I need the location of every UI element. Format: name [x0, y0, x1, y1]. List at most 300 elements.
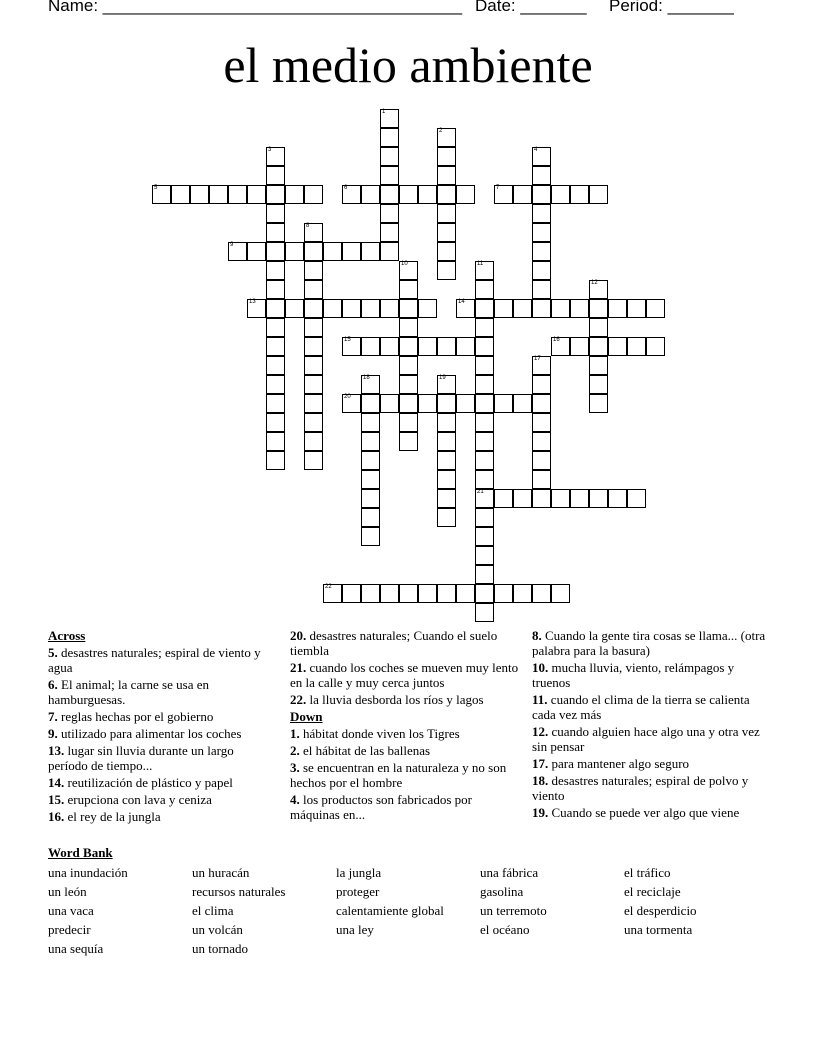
- clue-text: lugar sin lluvia durante un largo período de tiempo...: [48, 743, 234, 773]
- grid-cell[interactable]: [475, 527, 494, 546]
- word-bank-entry: un león: [48, 884, 87, 899]
- grid-cell[interactable]: [589, 489, 608, 508]
- grid-cell[interactable]: [209, 185, 228, 204]
- grid-cell[interactable]: [589, 318, 608, 337]
- clue-number: 16: [553, 337, 560, 343]
- grid-cell[interactable]: [418, 584, 437, 603]
- grid-cell[interactable]: [475, 489, 494, 508]
- grid-cell[interactable]: [456, 584, 475, 603]
- grid-cell[interactable]: [437, 261, 456, 280]
- grid-cell[interactable]: [627, 299, 646, 318]
- down-clue: [532, 756, 768, 771]
- grid-cell[interactable]: [228, 185, 247, 204]
- grid-cell[interactable]: [304, 356, 323, 375]
- across-clue: [48, 775, 268, 790]
- grid-cell[interactable]: [532, 242, 551, 261]
- grid-cell[interactable]: [570, 299, 589, 318]
- grid-cell[interactable]: [380, 299, 399, 318]
- grid-cell[interactable]: [285, 299, 304, 318]
- clue-text: la lluvia desborda los ríos y lagos: [309, 692, 484, 707]
- clue-number: 9: [230, 242, 234, 248]
- grid-cell[interactable]: [304, 451, 323, 470]
- grid-cell[interactable]: [437, 337, 456, 356]
- grid-cell[interactable]: [380, 337, 399, 356]
- word-bank-title: Word Bank: [48, 845, 113, 860]
- grid-cell[interactable]: [589, 337, 608, 356]
- grid-cell[interactable]: [247, 185, 266, 204]
- clue-number: 4: [534, 147, 538, 153]
- word-bank-entry: el desperdicio: [624, 903, 697, 918]
- grid-cell[interactable]: [228, 242, 247, 261]
- grid-cell[interactable]: [475, 299, 494, 318]
- down-clue: [532, 805, 768, 820]
- word-bank-entry: el clima: [192, 903, 234, 918]
- grid-cell[interactable]: [266, 375, 285, 394]
- grid-cell[interactable]: [152, 185, 171, 204]
- grid-cell[interactable]: [361, 489, 380, 508]
- grid-cell[interactable]: [266, 337, 285, 356]
- grid-cell[interactable]: [589, 394, 608, 413]
- name-field[interactable]: Name: ______________________________________: [48, 0, 463, 15]
- clue-number-label: 4.: [290, 792, 300, 807]
- clue-text: utilizado para alimentar los coches: [61, 726, 242, 741]
- grid-cell[interactable]: [361, 337, 380, 356]
- grid-cell[interactable]: [475, 375, 494, 394]
- grid-cell[interactable]: [532, 356, 551, 375]
- grid-cell[interactable]: [380, 584, 399, 603]
- grid-cell[interactable]: [437, 451, 456, 470]
- clue-number: 18: [363, 375, 370, 381]
- clue-number-label: 16.: [48, 809, 65, 824]
- grid-cell[interactable]: [399, 432, 418, 451]
- grid-cell[interactable]: [513, 394, 532, 413]
- grid-cell[interactable]: [494, 584, 513, 603]
- across-heading: Across: [48, 628, 86, 643]
- down-clue: [532, 692, 768, 722]
- grid-cell[interactable]: [266, 299, 285, 318]
- grid-cell[interactable]: [532, 166, 551, 185]
- grid-cell[interactable]: [513, 299, 532, 318]
- grid-cell[interactable]: [361, 413, 380, 432]
- grid-cell[interactable]: [323, 299, 342, 318]
- grid-cell[interactable]: [266, 204, 285, 223]
- grid-cell[interactable]: [304, 185, 323, 204]
- word-bank-column: [336, 863, 480, 939]
- clue-number: 11: [477, 261, 484, 267]
- grid-cell[interactable]: [266, 394, 285, 413]
- grid-cell[interactable]: [304, 223, 323, 242]
- clue-text: para mantener algo seguro: [551, 756, 690, 771]
- clue-text: el hábitat de las ballenas: [303, 743, 431, 758]
- grid-cell[interactable]: [608, 489, 627, 508]
- down-clue: [532, 724, 768, 754]
- grid-cell[interactable]: [570, 337, 589, 356]
- word-bank-entry: una vaca: [48, 903, 94, 918]
- grid-cell[interactable]: [380, 166, 399, 185]
- grid-cell[interactable]: [266, 147, 285, 166]
- grid-cell[interactable]: [532, 261, 551, 280]
- clue-text: cuando el clima de la tierra se calienta cada vez más: [532, 692, 750, 722]
- grid-cell[interactable]: [437, 584, 456, 603]
- grid-cell[interactable]: [380, 394, 399, 413]
- grid-cell[interactable]: [494, 489, 513, 508]
- grid-cell[interactable]: [532, 432, 551, 451]
- grid-cell[interactable]: [589, 375, 608, 394]
- grid-cell[interactable]: [285, 242, 304, 261]
- grid-cell[interactable]: [437, 128, 456, 147]
- clue-number-label: 3.: [290, 760, 300, 775]
- grid-cell[interactable]: [551, 337, 570, 356]
- clue-text: erupciona con lava y ceniza: [67, 792, 212, 807]
- grid-cell[interactable]: [532, 470, 551, 489]
- clue-text: reutilización de plástico y papel: [67, 775, 233, 790]
- grid-cell[interactable]: [475, 318, 494, 337]
- clue-text: El animal; la carne se usa en hamburguesas.: [48, 677, 209, 707]
- grid-cell[interactable]: [266, 451, 285, 470]
- clue-number-label: 13.: [48, 743, 65, 758]
- word-bank-entry: predecir: [48, 922, 91, 937]
- grid-cell[interactable]: [551, 299, 570, 318]
- clue-number: 5: [154, 185, 158, 191]
- clue-text: los productos son fabricados por máquinas en...: [290, 792, 472, 822]
- grid-cell[interactable]: [304, 413, 323, 432]
- grid-cell[interactable]: [589, 185, 608, 204]
- grid-cell[interactable]: [532, 185, 551, 204]
- grid-cell[interactable]: [342, 337, 361, 356]
- grid-cell[interactable]: [570, 185, 589, 204]
- clue-text: desastres naturales; Cuando el suelo tiembla: [290, 628, 498, 658]
- grid-cell[interactable]: [266, 223, 285, 242]
- grid-cell[interactable]: [304, 375, 323, 394]
- grid-cell[interactable]: [475, 565, 494, 584]
- grid-cell[interactable]: [361, 432, 380, 451]
- word-bank-entry: una tormenta: [624, 922, 693, 937]
- clue-number: 22: [325, 584, 332, 590]
- word-bank-entry: el océano: [480, 922, 530, 937]
- clue-number-label: 12.: [532, 724, 549, 739]
- clue-number: 8: [306, 223, 310, 229]
- clue-text: desastres naturales; espiral de polvo y viento: [532, 773, 749, 803]
- clues-column-2: [290, 628, 520, 824]
- grid-cell[interactable]: [380, 204, 399, 223]
- clues-column-3: [532, 628, 768, 822]
- grid-cell[interactable]: [361, 242, 380, 261]
- clue-text: el rey de la jungla: [67, 809, 161, 824]
- grid-cell[interactable]: [551, 185, 570, 204]
- grid-cell[interactable]: [494, 185, 513, 204]
- across-clue: [48, 709, 268, 724]
- grid-cell[interactable]: [399, 413, 418, 432]
- word-bank-column: [48, 863, 192, 958]
- grid-cell[interactable]: [456, 337, 475, 356]
- clue-text: desastres naturales; espiral de viento y agua: [48, 645, 261, 675]
- clue-number: 15: [344, 337, 351, 343]
- grid-cell[interactable]: [380, 147, 399, 166]
- grid-cell[interactable]: [380, 185, 399, 204]
- word-bank-entry: una ley: [336, 922, 374, 937]
- clue-number: 3: [268, 147, 272, 153]
- clue-number-label: 10.: [532, 660, 549, 675]
- grid-cell[interactable]: [532, 451, 551, 470]
- grid-cell[interactable]: [323, 584, 342, 603]
- grid-cell[interactable]: [304, 432, 323, 451]
- grid-cell[interactable]: [190, 185, 209, 204]
- grid-cell[interactable]: [475, 280, 494, 299]
- grid-cell[interactable]: [304, 337, 323, 356]
- grid-cell[interactable]: [266, 242, 285, 261]
- grid-cell[interactable]: [437, 147, 456, 166]
- period-field[interactable]: Period: _______: [609, 0, 734, 15]
- grid-cell[interactable]: [399, 299, 418, 318]
- clue-number-label: 1.: [290, 726, 300, 741]
- across-clue: [290, 692, 520, 707]
- grid-cell[interactable]: [475, 584, 494, 603]
- grid-cell[interactable]: [361, 508, 380, 527]
- grid-cell[interactable]: [437, 223, 456, 242]
- word-bank-entry: una sequía: [48, 941, 104, 956]
- grid-cell[interactable]: [266, 166, 285, 185]
- word-bank-entry: la jungla: [336, 865, 382, 880]
- clue-number: 19: [439, 375, 446, 381]
- grid-cell[interactable]: [532, 280, 551, 299]
- word-bank-entry: un tornado: [192, 941, 248, 956]
- grid-cell[interactable]: [361, 375, 380, 394]
- down-clue: [290, 743, 520, 758]
- grid-cell[interactable]: [627, 489, 646, 508]
- word-bank-entry: calentamiente global: [336, 903, 444, 918]
- grid-cell[interactable]: [513, 489, 532, 508]
- grid-cell[interactable]: [627, 337, 646, 356]
- clue-number-label: 19.: [532, 805, 549, 820]
- grid-cell[interactable]: [532, 489, 551, 508]
- grid-cell[interactable]: [418, 185, 437, 204]
- grid-cell[interactable]: [437, 394, 456, 413]
- grid-cell[interactable]: [475, 451, 494, 470]
- grid-cell[interactable]: [456, 394, 475, 413]
- word-bank-entry: un terremoto: [480, 903, 547, 918]
- grid-cell[interactable]: [342, 185, 361, 204]
- grid-cell[interactable]: [304, 280, 323, 299]
- grid-cell[interactable]: [608, 299, 627, 318]
- clue-number-label: 18.: [532, 773, 549, 788]
- word-bank-entry: un volcán: [192, 922, 243, 937]
- grid-cell[interactable]: [475, 337, 494, 356]
- grid-cell[interactable]: [532, 584, 551, 603]
- clue-text: hábitat donde viven los Tigres: [303, 726, 460, 741]
- grid-cell[interactable]: [437, 242, 456, 261]
- across-clue: [290, 660, 520, 690]
- grid-cell[interactable]: [437, 166, 456, 185]
- clue-number-label: 9.: [48, 726, 58, 741]
- grid-cell[interactable]: [646, 337, 665, 356]
- grid-cell[interactable]: [380, 242, 399, 261]
- across-clue: [48, 677, 268, 707]
- word-bank-column: [480, 863, 624, 939]
- word-bank-entry: el reciclaje: [624, 884, 681, 899]
- grid-cell[interactable]: [399, 394, 418, 413]
- grid-cell[interactable]: [266, 356, 285, 375]
- down-clue: [290, 760, 520, 790]
- grid-cell[interactable]: [437, 470, 456, 489]
- grid-cell[interactable]: [475, 546, 494, 565]
- down-clue: [532, 773, 768, 803]
- clue-number-label: 15.: [48, 792, 65, 807]
- grid-cell[interactable]: [399, 185, 418, 204]
- grid-cell[interactable]: [304, 261, 323, 280]
- grid-cell[interactable]: [399, 375, 418, 394]
- grid-cell[interactable]: [399, 280, 418, 299]
- grid-cell[interactable]: [570, 489, 589, 508]
- grid-cell[interactable]: [494, 394, 513, 413]
- word-bank-entry: el tráfico: [624, 865, 671, 880]
- date-field[interactable]: Date: _______: [475, 0, 587, 15]
- grid-cell[interactable]: [532, 299, 551, 318]
- grid-cell[interactable]: [342, 242, 361, 261]
- grid-cell[interactable]: [266, 185, 285, 204]
- grid-cell[interactable]: [304, 394, 323, 413]
- clue-number-label: 5.: [48, 645, 58, 660]
- grid-cell[interactable]: [361, 470, 380, 489]
- grid-cell[interactable]: [437, 413, 456, 432]
- grid-cell[interactable]: [247, 242, 266, 261]
- clue-number-label: 22.: [290, 692, 307, 707]
- grid-cell[interactable]: [475, 508, 494, 527]
- grid-cell[interactable]: [475, 413, 494, 432]
- down-clue: [532, 628, 768, 658]
- grid-cell[interactable]: [266, 413, 285, 432]
- grid-cell[interactable]: [475, 603, 494, 622]
- grid-cell[interactable]: [437, 432, 456, 451]
- page-title: el medio ambiente: [223, 37, 593, 93]
- grid-cell[interactable]: [418, 337, 437, 356]
- clue-text: se encuentran en la naturaleza y no son hechos por el hombre: [290, 760, 507, 790]
- grid-cell[interactable]: [513, 185, 532, 204]
- clue-number-label: 8.: [532, 628, 542, 643]
- across-clue: [290, 628, 520, 658]
- clue-number-label: 21.: [290, 660, 307, 675]
- grid-cell[interactable]: [399, 318, 418, 337]
- grid-cell[interactable]: [589, 280, 608, 299]
- down-clue: [532, 660, 768, 690]
- clue-number: 13: [249, 299, 256, 305]
- clue-number: 14: [458, 299, 465, 305]
- word-bank-entry: una fábrica: [480, 865, 539, 880]
- clue-number: 21: [477, 489, 484, 495]
- grid-cell[interactable]: [437, 204, 456, 223]
- clues-column-1: [48, 628, 268, 826]
- grid-cell[interactable]: [475, 394, 494, 413]
- grid-cell[interactable]: [361, 299, 380, 318]
- clue-number: 1: [382, 109, 386, 115]
- grid-cell[interactable]: [342, 584, 361, 603]
- grid-cell[interactable]: [437, 508, 456, 527]
- grid-cell[interactable]: [437, 185, 456, 204]
- down-clue: [290, 726, 520, 741]
- clue-number-label: 7.: [48, 709, 58, 724]
- grid-cell[interactable]: [475, 470, 494, 489]
- grid-cell[interactable]: [589, 299, 608, 318]
- grid-cell[interactable]: [304, 242, 323, 261]
- clue-number-label: 14.: [48, 775, 65, 790]
- grid-cell[interactable]: [361, 451, 380, 470]
- grid-cell[interactable]: [304, 318, 323, 337]
- grid-cell[interactable]: [399, 584, 418, 603]
- grid-cell[interactable]: [171, 185, 190, 204]
- grid-cell[interactable]: [532, 147, 551, 166]
- clue-number-label: 2.: [290, 743, 300, 758]
- grid-cell[interactable]: [475, 261, 494, 280]
- clue-number: 2: [439, 128, 443, 134]
- word-bank-entry: una inundación: [48, 865, 128, 880]
- grid-cell[interactable]: [475, 432, 494, 451]
- clue-text: Cuando se puede ver algo que viene: [551, 805, 740, 820]
- clue-text: cuando alguien hace algo una y otra vez sin pensar: [532, 724, 760, 754]
- grid-cell[interactable]: [380, 223, 399, 242]
- grid-cell[interactable]: [361, 584, 380, 603]
- grid-cell[interactable]: [361, 527, 380, 546]
- grid-cell[interactable]: [532, 375, 551, 394]
- grid-cell[interactable]: [418, 394, 437, 413]
- across-clue: [48, 743, 268, 773]
- across-clue: [48, 792, 268, 807]
- clue-number-label: 6.: [48, 677, 58, 692]
- grid-cell[interactable]: [399, 337, 418, 356]
- word-bank-entry: proteger: [336, 884, 380, 899]
- grid-cell[interactable]: [266, 318, 285, 337]
- grid-cell[interactable]: [342, 394, 361, 413]
- grid-cell[interactable]: [437, 375, 456, 394]
- grid-cell[interactable]: [532, 204, 551, 223]
- grid-cell[interactable]: [456, 185, 475, 204]
- grid-cell[interactable]: [551, 489, 570, 508]
- grid-cell[interactable]: [323, 242, 342, 261]
- grid-cell[interactable]: [304, 299, 323, 318]
- grid-cell[interactable]: [551, 584, 570, 603]
- grid-cell[interactable]: [589, 356, 608, 375]
- grid-cell[interactable]: [380, 109, 399, 128]
- grid-cell[interactable]: [399, 261, 418, 280]
- grid-cell[interactable]: [266, 261, 285, 280]
- grid-cell[interactable]: [532, 413, 551, 432]
- grid-cell[interactable]: [532, 394, 551, 413]
- grid-cell[interactable]: [418, 299, 437, 318]
- grid-cell[interactable]: [494, 299, 513, 318]
- word-bank-entry: recursos naturales: [192, 884, 286, 899]
- clue-number-label: 11.: [532, 692, 548, 707]
- grid-cell[interactable]: [513, 584, 532, 603]
- grid-cell[interactable]: [361, 185, 380, 204]
- clue-number: 12: [591, 280, 598, 286]
- grid-cell[interactable]: [342, 299, 361, 318]
- grid-cell[interactable]: [456, 299, 475, 318]
- clue-number-label: 17.: [532, 756, 549, 771]
- down-heading: Down: [290, 709, 323, 724]
- grid-cell[interactable]: [285, 185, 304, 204]
- grid-cell[interactable]: [266, 280, 285, 299]
- grid-cell[interactable]: [437, 489, 456, 508]
- grid-cell[interactable]: [399, 356, 418, 375]
- grid-cell[interactable]: [608, 337, 627, 356]
- grid-cell[interactable]: [646, 299, 665, 318]
- grid-cell[interactable]: [247, 299, 266, 318]
- grid-cell[interactable]: [475, 356, 494, 375]
- grid-cell[interactable]: [361, 394, 380, 413]
- clue-text: reglas hechas por el gobierno: [61, 709, 214, 724]
- grid-cell[interactable]: [380, 128, 399, 147]
- grid-cell[interactable]: [266, 432, 285, 451]
- grid-cell[interactable]: [532, 223, 551, 242]
- clue-number-label: 20.: [290, 628, 307, 643]
